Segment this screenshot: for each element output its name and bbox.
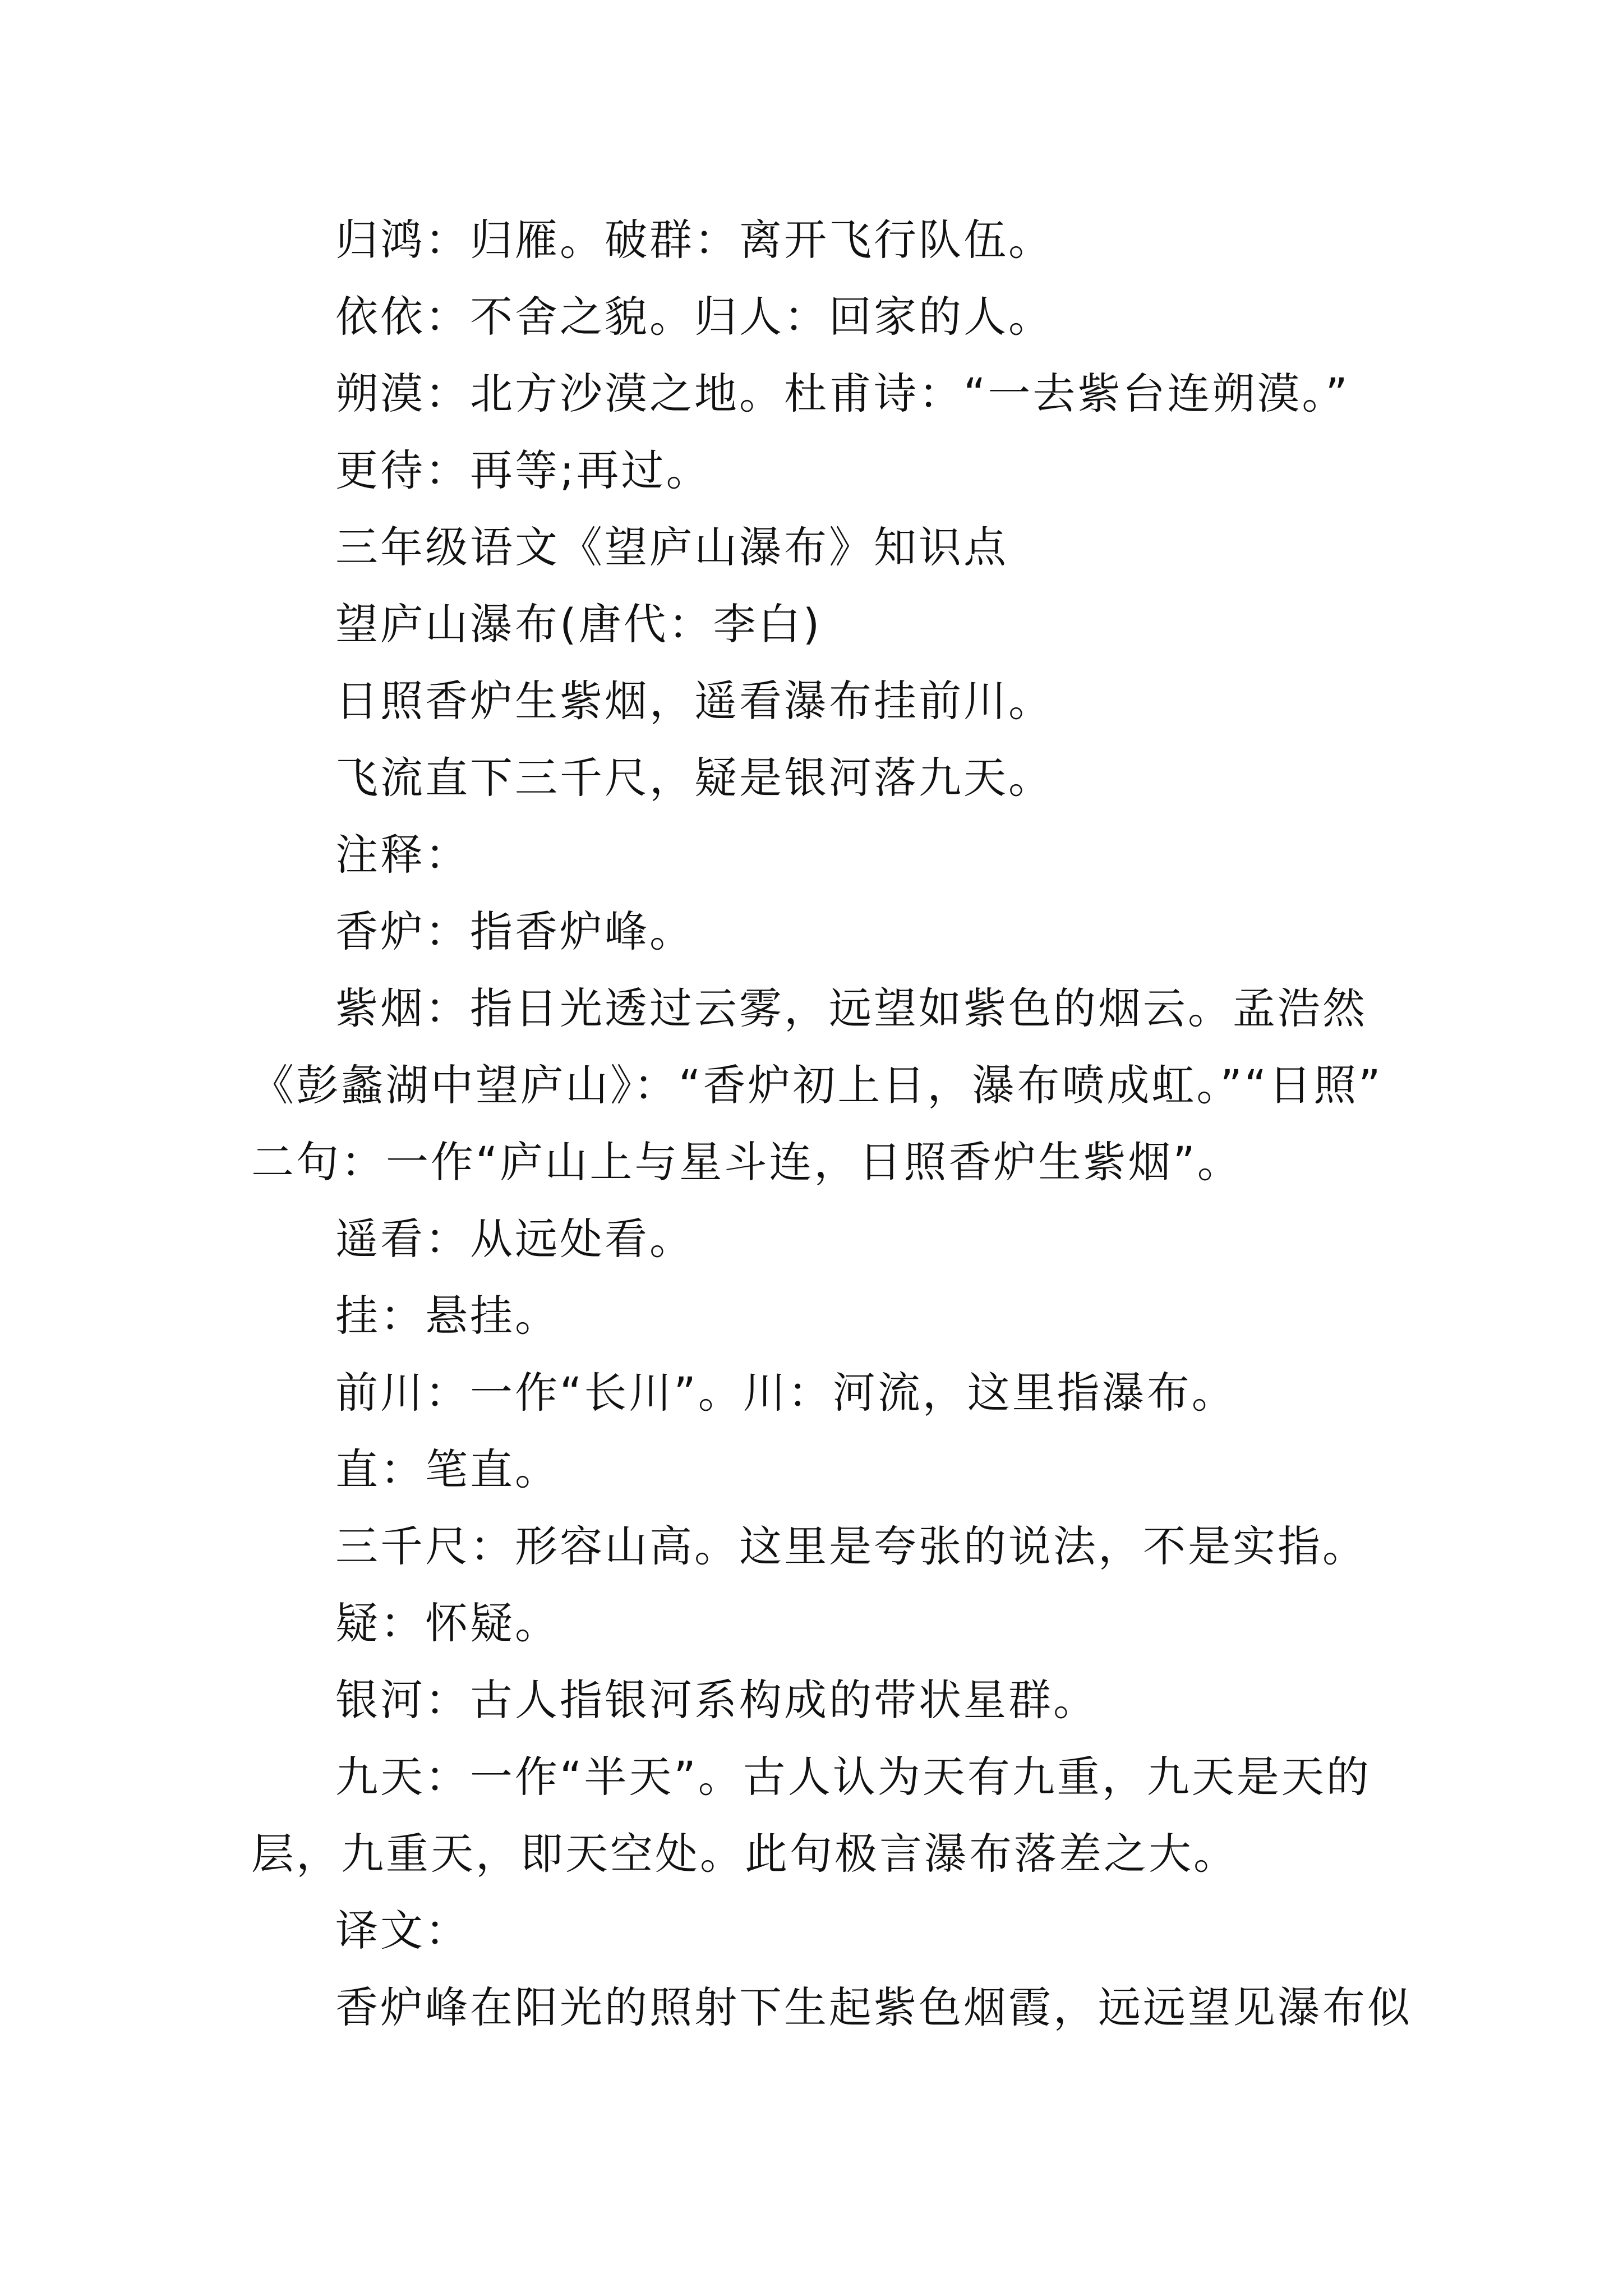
text-line: 三千尺：形容山高。这里是夸张的说法，不是实指。: [335, 1521, 1367, 1571]
text-line: 直：笔直。: [335, 1444, 560, 1494]
text-line: 朔漠：北方沙漠之地。杜甫诗：“一去紫台连朔漠。”: [335, 369, 1350, 418]
text-line: 香炉峰在阳光的照射下生起紫色烟霞，远远望见瀑布似: [335, 1982, 1412, 2032]
text-line: 紫烟：指日光透过云雾，远望如紫色的烟云。孟浩然: [335, 983, 1367, 1033]
text-line: 香炉：指香炉峰。: [335, 907, 694, 956]
text-line: 遥看：从远处看。: [335, 1214, 694, 1264]
text-line: 银河：古人指银河系构成的带状星群。: [335, 1675, 1098, 1725]
text-line: 依依：不舍之貌。归人：回家的人。: [335, 292, 1053, 342]
text-line: 层，九重天，即天空处。此句极言瀑布落差之大。: [251, 1829, 1238, 1879]
poem-line: 日照香炉生紫烟，遥看瀑布挂前川。: [335, 676, 1053, 726]
text-line: 挂：悬挂。: [335, 1291, 560, 1341]
text-line: 九天：一作“半天”。古人认为天有九重，九天是天的: [335, 1752, 1371, 1802]
text-line: 二句：一作“庐山上与星斗连，日照香炉生紫烟”。: [251, 1137, 1242, 1187]
text-line: 前川：一作“长川”。川：河流，这里指瀑布。: [335, 1368, 1237, 1418]
text-line: 疑：怀疑。: [335, 1598, 560, 1648]
text-line: 归鸿：归雁。破群：离开飞行队伍。: [335, 215, 1053, 265]
translation-heading: 译文：: [335, 1906, 470, 1955]
poem-title: 望庐山瀑布(唐代：李白): [335, 599, 822, 649]
notes-heading: 注释：: [335, 830, 470, 880]
poem-line: 飞流直下三千尺，疑是银河落九天。: [335, 753, 1053, 803]
text-line: 更待：再等;再过。: [335, 445, 711, 495]
section-heading: 三年级语文《望庐山瀑布》知识点: [335, 522, 1008, 572]
text-line: 《彭蠡湖中望庐山》：“香炉初上日，瀑布喷成虹。”“日照”: [251, 1060, 1383, 1110]
